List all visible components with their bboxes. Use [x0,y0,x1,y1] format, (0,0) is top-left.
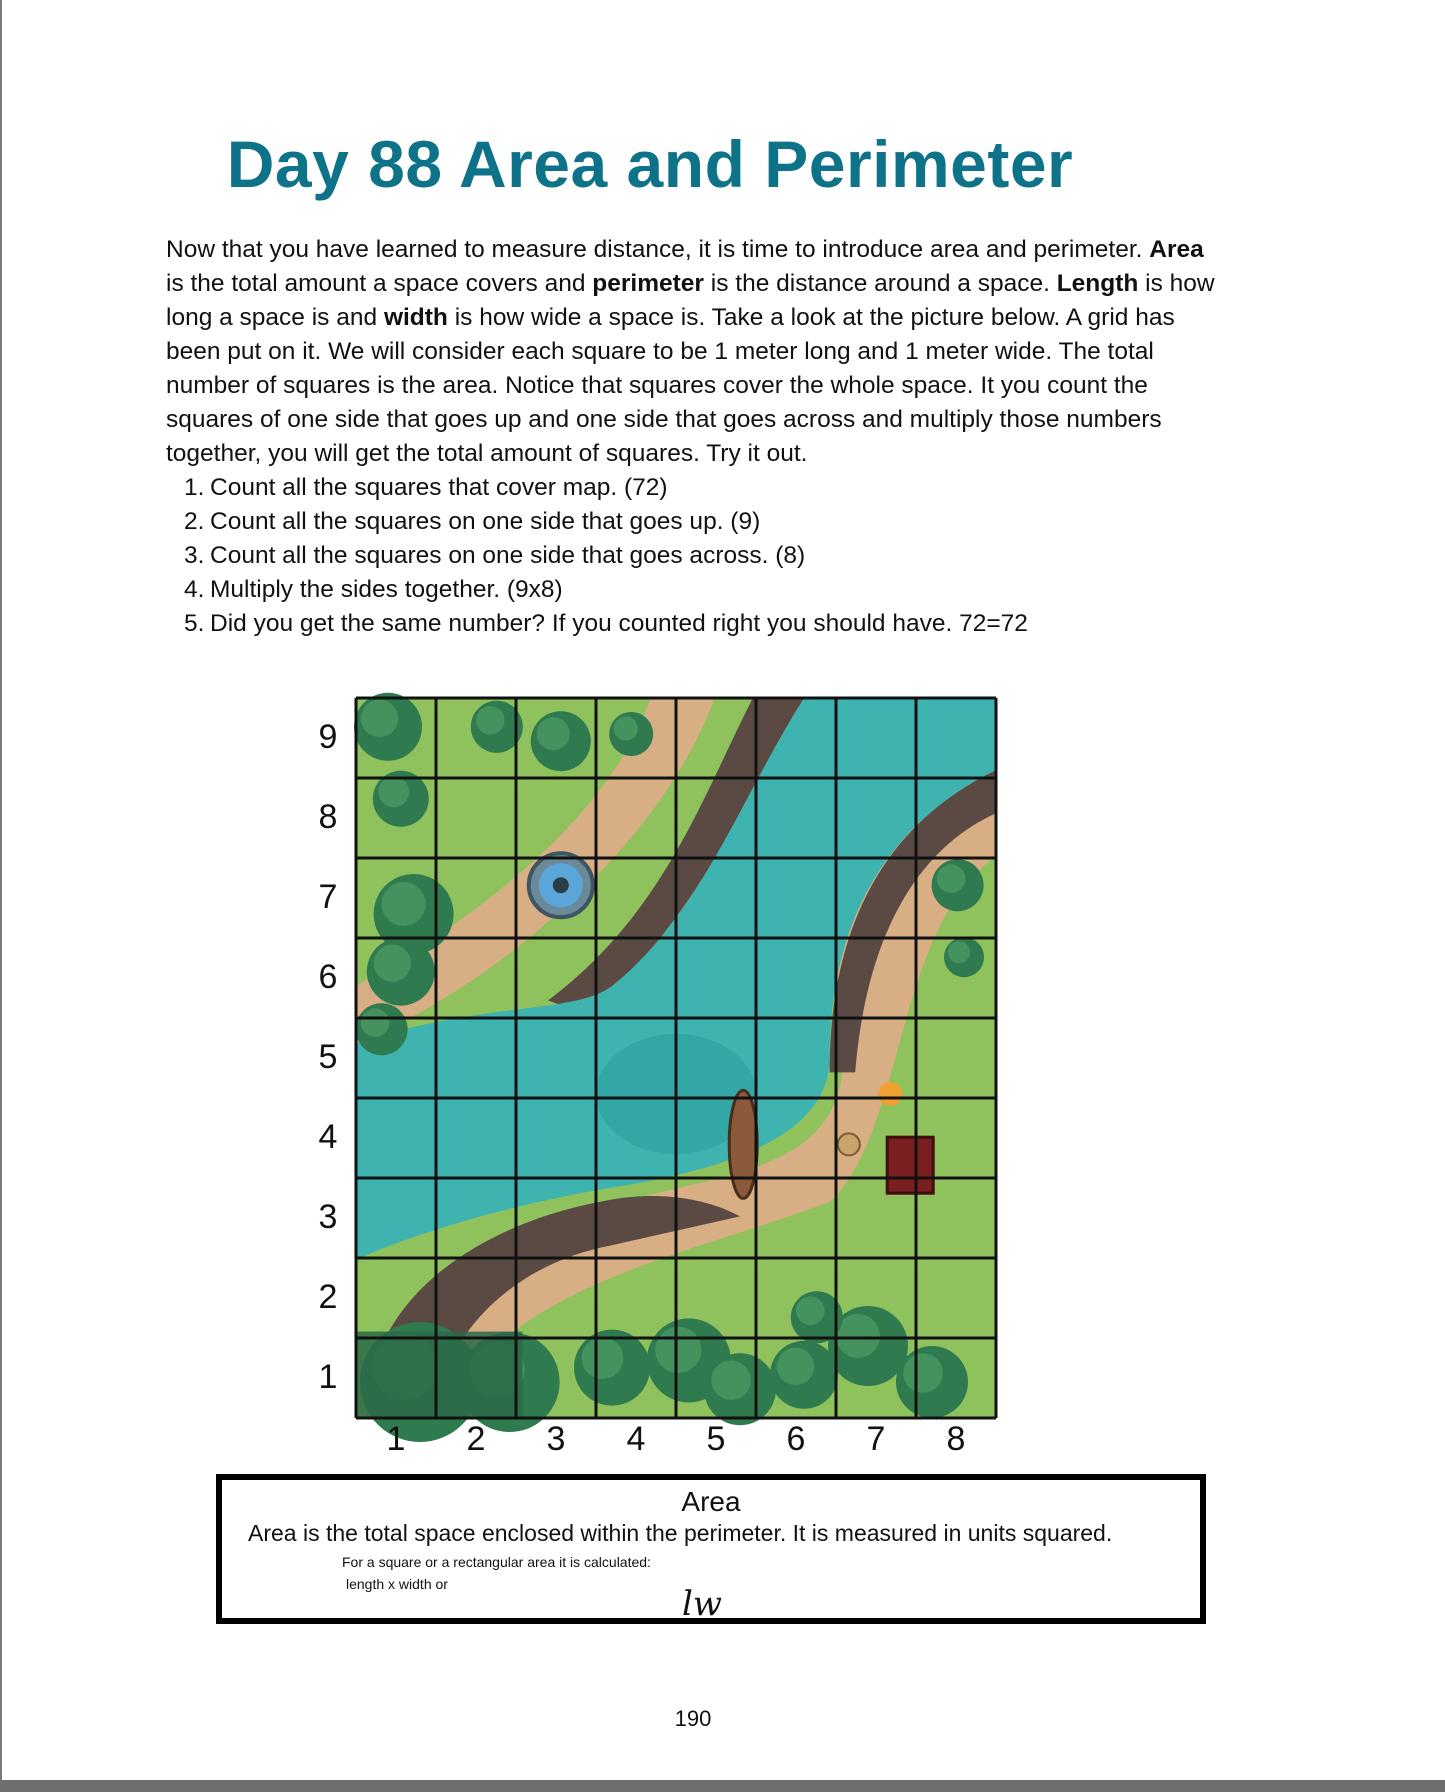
y-axis-label: 2 [318,1278,338,1316]
intro-line2b: is the distance around a space. [703,270,1050,297]
tree-highlight [361,700,398,737]
page-left-border [0,0,2,1792]
y-axis-label: 6 [318,958,338,996]
intro-line3b: is how wide a space is. Take a look at the picture below. A grid has been put on it. We will consider each square to be 1 meter long and 1 meter wide. The total number of squares is the area. Notice that squares cover the whole space. It you count the squares of one side that goes up and one side that goes across and multiply those numbers together, you will get the total amount of squares. Try it out. [166,304,1175,467]
x-axis-label: 4 [626,1420,646,1458]
step-number: 5. [184,610,205,637]
area-box-definition: Area is the total space enclosed within the perimeter. It is measured in units squared. [248,1520,1113,1546]
tree-highlight [614,716,638,740]
x-axis-label: 6 [786,1420,806,1458]
x-axis-label: 1 [386,1420,406,1458]
x-axis-label: 2 [466,1420,486,1458]
tree-highlight [361,1008,390,1037]
tree-highlight [378,776,409,807]
tent [887,1137,933,1193]
y-axis-label: 8 [318,798,338,836]
forest-corner [356,1332,522,1418]
area-box-formula: lw [682,1584,722,1624]
intro-line2a: is the total amount a space covers and [166,270,593,297]
tree-highlight [836,1314,880,1358]
tree-stump [838,1133,860,1155]
steps-list [166,471,1216,641]
tree-highlight [937,864,966,893]
page-bottom-border [0,1780,1445,1792]
intro-paragraph [166,233,1216,471]
tree-highlight [948,941,970,963]
intro-line1: Now that you have learned to measure distance, it is time to introduce area and perimeter. [166,236,1143,263]
area-box-calc-line: For a square or a rectangular area it is calculated: [342,1554,651,1570]
intro-text [166,233,1216,641]
grid-map-figure [300,690,1020,1458]
grid-map [300,690,1020,1450]
term-area: Area [1149,236,1204,263]
step-text: Did you get the same number? If you counted right you should have. 72=72 [210,610,1028,637]
fountain-center [553,877,569,893]
step-number: 4. [184,576,205,603]
y-axis-label: 9 [318,718,338,756]
tree-highlight [903,1353,943,1393]
step-text: Multiply the sides together. (9x8) [210,576,563,603]
page-number: 190 [674,1706,712,1731]
step-item [184,607,1216,641]
x-axis-label: 8 [946,1420,966,1458]
step-text: Count all the squares that cover map. (72) [210,474,668,501]
campfire [878,1082,902,1106]
step-item [184,573,1216,607]
y-axis-label: 4 [318,1118,338,1156]
step-number: 1. [184,474,205,501]
x-axis-label: 3 [546,1420,566,1458]
tree-highlight [711,1360,751,1400]
page-title: Day 88 Area and Perimeter [226,127,1074,201]
step-item [184,539,1216,573]
x-axis-label: 7 [866,1420,886,1458]
tree-highlight [582,1337,624,1379]
term-width: width [383,304,448,331]
term-length: Length [1056,270,1139,297]
step-number: 3. [184,542,205,569]
step-text: Count all the squares on one side that goes across. (8) [210,542,806,569]
step-number: 2. [184,508,205,535]
tree-highlight [777,1348,814,1385]
tree-highlight [382,882,426,926]
y-axis-label: 1 [318,1358,338,1396]
rowboat [729,1090,757,1198]
tree-highlight [655,1327,701,1373]
tree-highlight [476,706,505,735]
y-axis-label: 5 [318,1038,338,1076]
x-axis-label: 5 [706,1420,726,1458]
y-axis-label: 3 [318,1198,338,1236]
term-perimeter: perimeter [592,270,704,297]
step-text: Count all the squares on one side that goes up. (9) [210,508,761,535]
area-box-formula-words: length x width or [346,1576,448,1592]
intro-line3a: is how long a space is and [166,270,1215,331]
tree-highlight [796,1296,825,1325]
area-box-title: Area [681,1486,741,1517]
y-axis-label: 7 [318,878,338,916]
tree-highlight [537,717,570,750]
tree-highlight [374,944,411,981]
step-item [184,471,1216,505]
area-definition-box [216,1474,1206,1624]
step-item [184,505,1216,539]
